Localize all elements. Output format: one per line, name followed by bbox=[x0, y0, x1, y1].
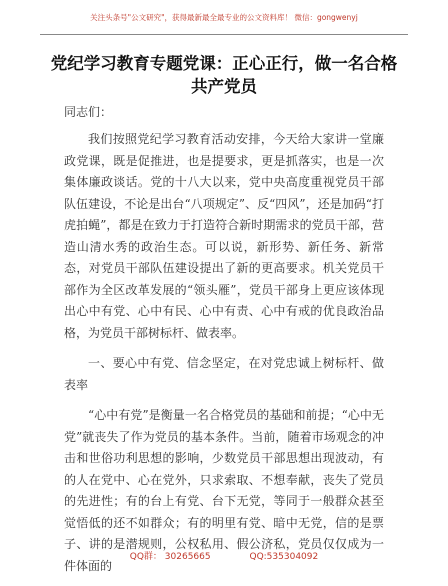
paragraph-section-1: “心中有党”是衡量一名合格党员的基础和前提；“心中无党”就丧失了作为党员的基本条件。当前，随着市场观念的冲击和世俗功利思想的影响，少数党员干部思想出现波动，有的人在党中、心在党外，只求索取、不想奉献，丧失了党员的先进性；有的台上有党、台下无党，等同于一般群众甚至觉悟低的还不如群众；有的明里有党、暗中无党，信的是票子、讲的是潜规则，公权私用、假公济私，党员仅仅成为一件体面的 bbox=[64, 408, 384, 573]
footer-qq: QQ:535304092 bbox=[249, 552, 319, 562]
page-title: 党纪学习教育专题党课：正心正行，做一名合格共产党员 bbox=[50, 54, 398, 96]
salutation: 同志们： bbox=[64, 105, 113, 119]
footer bbox=[0, 549, 448, 562]
document-body bbox=[64, 129, 384, 586]
section-heading-1: 一、要心中有党、信念坚定，在对党忠诚上树标杆、做表率 bbox=[64, 356, 384, 392]
footer-qq-group: QQ群： 30265665 bbox=[129, 552, 211, 562]
header-note: 关注头条号"公文研究"，获得最新最全最专业的公文资料库！ 微信：gongwenyj bbox=[90, 13, 358, 22]
paragraph-intro: 我们按照党纪学习教育活动安排，今天给大家讲一堂廉政党课，既是促推进，也是提要求，更是抓落实，也是一次集体廉政谈话。党的十八大以来，党中央高度重视党员干部队伍建设，不论是出台“八项规定”、反“四风”，还是加码“打虎拍蝇”，都是在致力于打造符合新时期需求的党员干部，营造山清水秀的政治生态。可以说，新形势、新任务、新常态，对党员干部队伍建设提出了新的更高要求。机关党员干部作为全区改革发展的“领头雁”，党员干部身上更应该体现出心中有党、心中有民、心中有责、心中有戒的优良政治品格，为党员干部树标杆、做表率。 bbox=[64, 132, 384, 340]
header-divider bbox=[40, 34, 408, 35]
